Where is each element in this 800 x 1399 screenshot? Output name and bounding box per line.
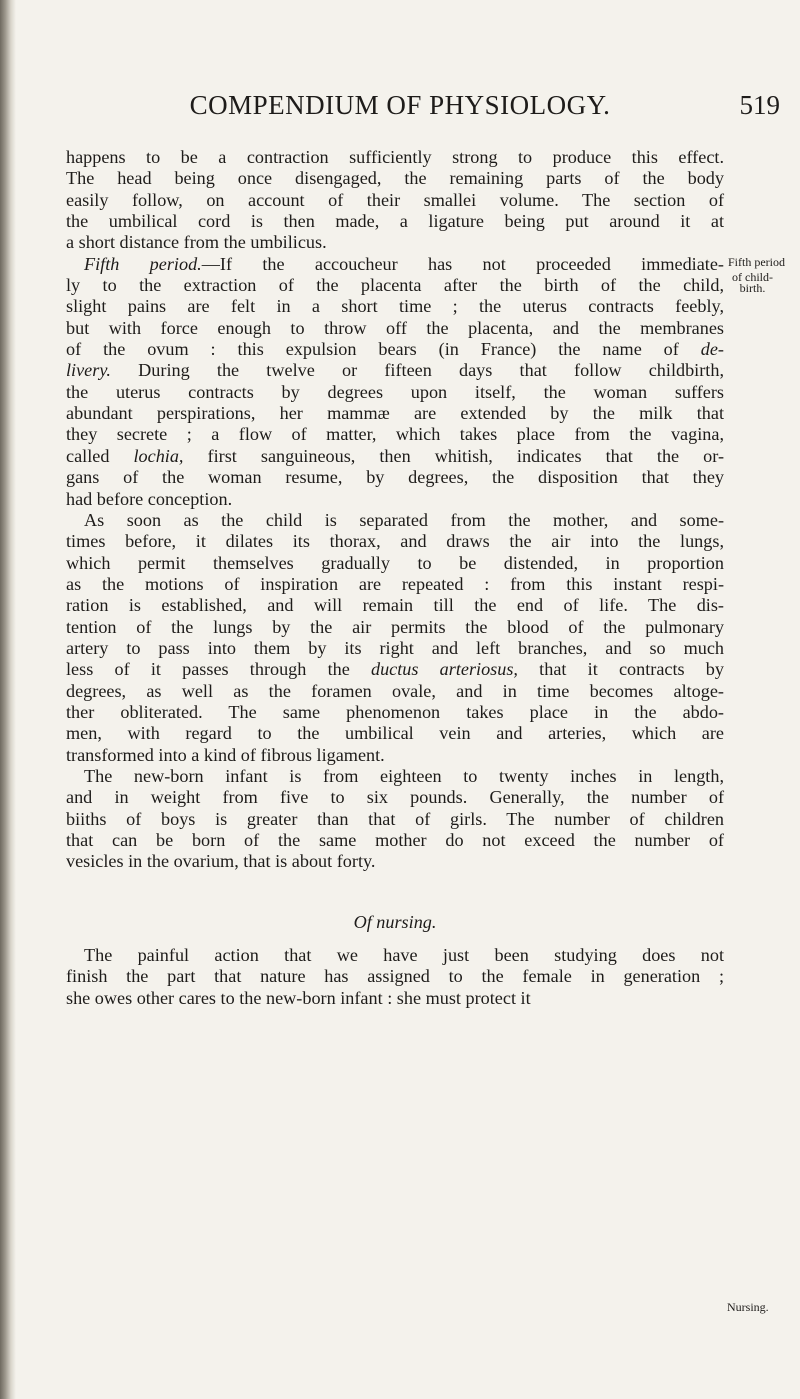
text-line: and in weight from five to six pounds. Generally, the number of <box>66 787 724 808</box>
text-line: biiths of boys is greater than that of girls. The number of children <box>66 808 724 829</box>
margin-note-birth: birth. <box>739 281 766 295</box>
book-spine-shadow <box>0 0 16 1399</box>
text-line: ly to the extraction of the placenta after the birth of the child, <box>66 275 724 296</box>
text-line: As soon as the child is separated from the mother, and some- <box>84 509 724 530</box>
text-line: she owes other cares to the new-born infant : she must protect it <box>66 987 531 1008</box>
text-line: livery. During the twelve or fifteen days that follow childbirth, <box>66 360 724 381</box>
text-line: less of it passes through the ductus arteriosus, that it contracts by <box>66 659 724 680</box>
text-line: artery to pass into them by its right and left branches, and so much <box>66 637 724 658</box>
text-line: had before conception. <box>66 488 233 509</box>
text-line: abundant perspirations, her mammæ are extended by the milk that <box>66 403 724 424</box>
text-line: as the motions of inspiration are repeated : from this instant respi- <box>66 573 724 594</box>
text-line: ther obliterated. The same phenomenon takes place in the abdo- <box>66 701 724 722</box>
text-line: degrees, as well as the foramen ovale, and in time becomes altoge- <box>66 680 724 701</box>
text-line: tention of the lungs by the air permits the blood of the pulmonary <box>66 616 724 637</box>
text-line: the umbilical cord is then made, a ligature being put around it at <box>66 211 724 232</box>
text-line: easily follow, on account of their smallei volume. The section of <box>66 189 724 210</box>
text-line: which permit themselves gradually to be distended, in proportion <box>66 552 724 573</box>
section-gap <box>66 873 724 894</box>
margin-note-nursing: Nursing. <box>727 1300 769 1314</box>
text-line: Fifth period.—If the accoucheur has not proceeded immediate- <box>84 253 724 274</box>
section-heading-nursing: Of nursing. <box>353 911 437 932</box>
margin-note-fifth-period: Fifth period <box>728 255 785 269</box>
text-line: finish the part that nature has assigned to the female in generation ; <box>66 966 724 987</box>
text-line: called lochia, first sanguineous, then whitish, indicates that the or- <box>66 445 725 466</box>
text-line: The new-born infant is from eighteen to twenty inches in length, <box>84 765 724 786</box>
text-line: the uterus contracts by degrees upon itself, the woman suffers <box>66 381 724 402</box>
text-line: but with force enough to throw off the placenta, and the membranes <box>66 317 724 338</box>
text-line: a short distance from the umbilicus. <box>66 232 327 253</box>
margin-note-of-child: of child- <box>732 270 773 284</box>
text-line: slight pains are felt in a short time ; the uterus contracts feebly, <box>66 296 724 317</box>
running-header: COMPENDIUM OF PHYSIOLOGY. <box>189 90 611 120</box>
body-text <box>66 147 724 1009</box>
text-line: The head being once disengaged, the remaining parts of the body <box>66 168 724 189</box>
text-line: ration is established, and will remain till the end of life. The dis- <box>66 595 724 616</box>
page-number: 519 <box>739 90 780 120</box>
text-line: they secrete ; a flow of matter, which takes place from the vagina, <box>66 424 724 445</box>
text-line: transformed into a kind of fibrous ligament. <box>66 744 385 765</box>
text-line: men, with regard to the umbilical vein and arteries, which are <box>66 723 724 744</box>
text-line: happens to be a contraction sufficiently strong to produce this effect. <box>66 147 724 167</box>
text-line: gans of the woman resume, by degrees, the disposition that they <box>66 467 724 488</box>
text-line: The painful action that we have just been studying does not <box>84 945 724 966</box>
text-line: times before, it dilates its thorax, and draws the air into the lungs, <box>66 531 724 552</box>
text-line: that can be born of the same mother do not exceed the number of <box>66 830 724 850</box>
text-line: vesicles in the ovarium, that is about forty. <box>66 851 376 872</box>
text-line: of the ovum : this expulsion bears (in France) the name of de- <box>66 339 724 360</box>
section-label-fifth-period: Fifth period. <box>84 253 202 274</box>
